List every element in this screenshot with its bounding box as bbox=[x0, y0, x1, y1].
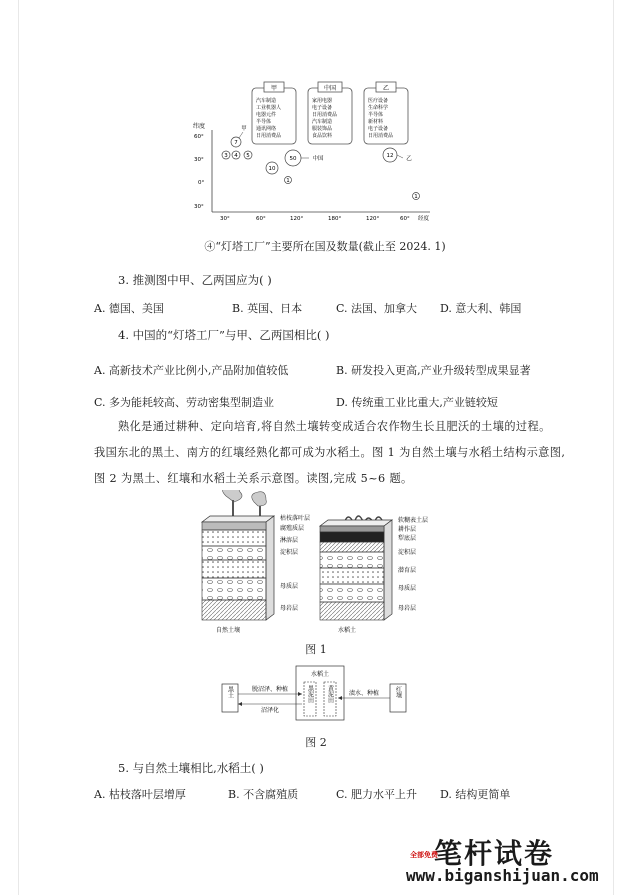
layer-label: 潜育层 bbox=[398, 567, 417, 574]
layer-label: 淀积层 bbox=[398, 549, 417, 556]
box-yi bbox=[364, 82, 408, 144]
y-tick: 0° bbox=[198, 180, 205, 186]
marker-jia: 甲 bbox=[241, 126, 247, 132]
passage-line-1: 熟化是通过耕种、定向培育,将自然土壤转变成适合农作物生长且肥沃的土壤的过程。 bbox=[118, 420, 551, 433]
inner-right-label: 黄泥田 bbox=[326, 685, 334, 703]
box-item: 日用消费品 bbox=[368, 133, 394, 139]
passage-line-2: 我国东北的黑土、南方的红壤经熟化都可成为水稻土。图 1 为自然土壤与水稻土结构示意图, bbox=[94, 446, 566, 459]
layer-label: 母质层 bbox=[280, 583, 299, 590]
q5-option-b[interactable]: B. 不含腐殖质 bbox=[228, 788, 299, 801]
passage-line-3: 图 2 为黑土、红壤和水稻土关系示意图。读图,完成 5~6 题。 bbox=[94, 472, 413, 485]
layer-label: 淀积层 bbox=[280, 549, 299, 556]
circle-value: 5 bbox=[246, 153, 250, 159]
marker-china: 中国 bbox=[312, 156, 324, 162]
soil-structure-figure bbox=[196, 490, 456, 638]
paddy-soil-column bbox=[320, 516, 392, 620]
layer-label: 枯枝落叶层 bbox=[280, 515, 311, 522]
layer-label: 腐殖质层 bbox=[280, 525, 305, 532]
circle-value: 1 bbox=[414, 194, 418, 200]
box-item: 电子设备 bbox=[368, 126, 389, 132]
q4-option-d[interactable]: D. 传统重工业比重大,产业链较短 bbox=[336, 396, 498, 409]
lighthouse-factory-chart bbox=[190, 78, 450, 223]
q4-option-c[interactable]: C. 多为能耗较高、劳动密集型制造业 bbox=[94, 396, 275, 409]
arrow-label: 渍水、种植 bbox=[348, 690, 380, 697]
layer-label: 淋溶层 bbox=[280, 537, 299, 544]
box-item: 日用消费品 bbox=[312, 112, 338, 118]
box-item: 生命科学 bbox=[368, 105, 389, 111]
q5-option-c[interactable]: C. 肥力水平上升 bbox=[336, 788, 418, 801]
box-item: 半导体 bbox=[256, 119, 272, 125]
box-item: 汽车制造 bbox=[256, 98, 277, 104]
circle-value: 7 bbox=[234, 140, 238, 146]
x-tick: 60° bbox=[400, 216, 410, 222]
q3-option-d[interactable]: D. 意大利、韩国 bbox=[440, 302, 522, 315]
q3-option-b[interactable]: B. 英国、日本 bbox=[232, 302, 303, 315]
box-china-title: 中国 bbox=[323, 85, 337, 92]
layer-label: 母质层 bbox=[398, 585, 417, 592]
paddy-box-title: 水稻土 bbox=[310, 671, 330, 678]
question-3-stem: 3. 推测图中甲、乙两国应为( ) bbox=[118, 273, 272, 287]
layer-label: 犁底层 bbox=[398, 535, 417, 542]
q5-option-a[interactable]: A. 枯枝落叶层增厚 bbox=[94, 788, 186, 801]
y-tick: 30° bbox=[194, 204, 204, 210]
box-item: 医疗设备 bbox=[368, 98, 389, 104]
figure-1-caption: 图 1 bbox=[305, 643, 327, 656]
soil-relation-figure bbox=[214, 662, 414, 724]
circle-value: 12 bbox=[386, 153, 394, 159]
y-axis-title: 纬度 bbox=[193, 123, 206, 130]
figure-top-caption: ④“灯塔工厂”主要所在国及数量(截止至 2024. 1) bbox=[204, 240, 446, 253]
box-yi-title: 乙 bbox=[382, 85, 390, 92]
circle-value: 1 bbox=[286, 178, 290, 184]
box-item: 新材料 bbox=[368, 119, 384, 125]
figure-2-caption: 图 2 bbox=[305, 736, 327, 749]
watermark-url: www.biganshijuan.com bbox=[406, 866, 599, 885]
arrow-label: 脱沼泽、种植 bbox=[251, 686, 289, 693]
box-item: 通讯网络 bbox=[256, 126, 277, 132]
red-soil-label: 红壤 bbox=[394, 686, 402, 698]
arrow-label: 沼泽化 bbox=[260, 707, 280, 714]
x-tick: 60° bbox=[256, 216, 266, 222]
circle-value: 3 bbox=[224, 153, 228, 159]
paddy-soil-title: 水稻土 bbox=[338, 627, 357, 634]
box-item: 半导体 bbox=[368, 112, 384, 118]
circle-value: 10 bbox=[268, 166, 276, 172]
layer-label: 软糊表土层 bbox=[398, 517, 429, 524]
x-tick: 120° bbox=[290, 216, 304, 222]
box-item: 服装饰品 bbox=[312, 126, 333, 132]
q4-option-b[interactable]: B. 研发投入更高,产业升级转型成果显著 bbox=[336, 364, 531, 377]
x-tick: 30° bbox=[220, 216, 230, 222]
box-item: 汽车制造 bbox=[312, 119, 333, 125]
x-tick: 180° bbox=[328, 216, 342, 222]
q3-option-c[interactable]: C. 法国、加拿大 bbox=[336, 302, 418, 315]
box-item: 日用消费品 bbox=[256, 133, 282, 139]
q3-option-a[interactable]: A. 德国、美国 bbox=[94, 302, 164, 315]
watermark-brand: 笔杆试卷 bbox=[434, 837, 555, 870]
y-tick: 60° bbox=[194, 134, 204, 140]
natural-soil-title: 自然土壤 bbox=[216, 627, 241, 634]
inner-left-label: 黑泥田 bbox=[306, 685, 314, 703]
layer-label: 耕作层 bbox=[398, 526, 417, 533]
circle-value: 50 bbox=[289, 156, 297, 162]
natural-soil-column bbox=[202, 490, 274, 620]
q4-option-a[interactable]: A. 高新技术产业比例小,产品附加值较低 bbox=[94, 364, 289, 377]
y-tick: 30° bbox=[194, 157, 204, 163]
box-jia-title: 甲 bbox=[270, 85, 278, 92]
x-axis-end-label: 经度 bbox=[418, 216, 430, 222]
tree-icon bbox=[252, 492, 267, 506]
box-china bbox=[308, 82, 352, 144]
watermark-tag: 全部免费 bbox=[410, 851, 438, 859]
layer-label: 母岩层 bbox=[398, 605, 417, 612]
circle-value: 4 bbox=[234, 153, 238, 159]
box-item: 家用电器 bbox=[312, 98, 333, 104]
box-item: 食品饮料 bbox=[312, 133, 333, 139]
layer-label: 母岩层 bbox=[280, 605, 299, 612]
marker-yi: 乙 bbox=[406, 156, 412, 162]
black-soil-label: 黑土 bbox=[226, 686, 234, 698]
box-item: 电子设备 bbox=[312, 105, 333, 111]
box-jia bbox=[252, 82, 296, 144]
x-tick: 120° bbox=[366, 216, 380, 222]
box-item: 电器元件 bbox=[256, 112, 277, 118]
question-4-stem: 4. 中国的“灯塔工厂”与甲、乙两国相比( ) bbox=[118, 328, 330, 342]
box-item: 工业机器人 bbox=[256, 105, 282, 111]
question-5-stem: 5. 与自然土壤相比,水稻土( ) bbox=[118, 761, 264, 775]
q5-option-d[interactable]: D. 结构更简单 bbox=[440, 788, 511, 801]
